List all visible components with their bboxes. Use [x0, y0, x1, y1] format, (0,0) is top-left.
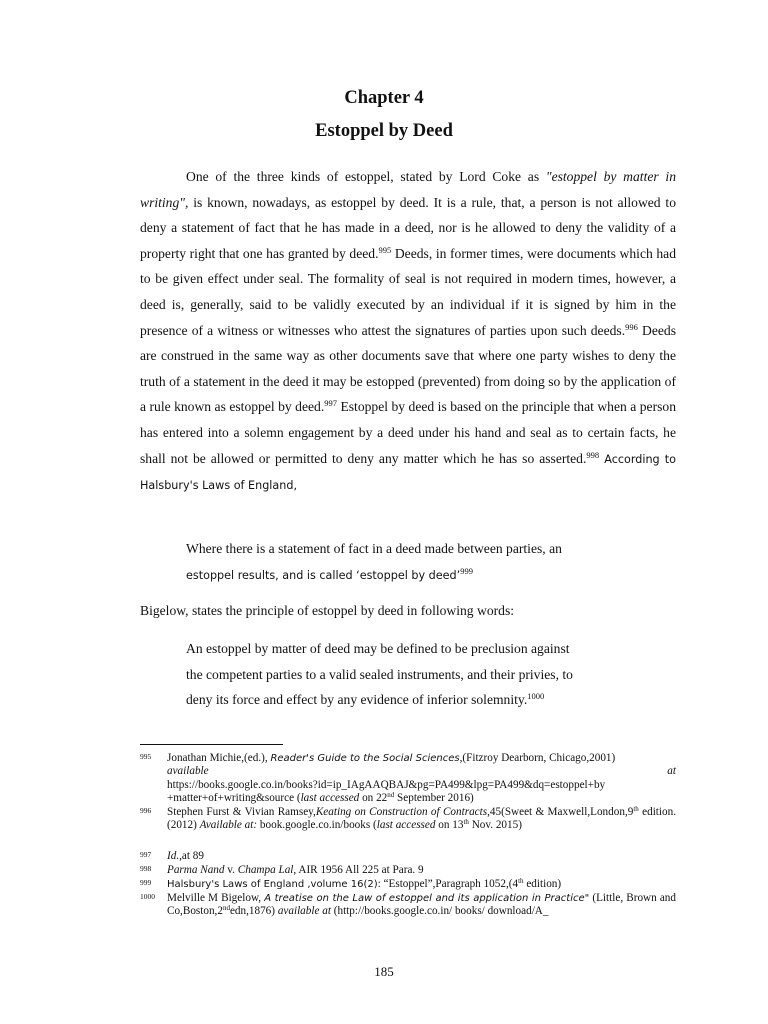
quote-line: the competent parties to a valid sealed instruments, and their privies, to	[186, 666, 573, 682]
footnote-sup: th	[518, 877, 524, 885]
footnote-ref[interactable]: 997	[324, 398, 337, 409]
footnote-text: on 22	[359, 792, 388, 805]
footnote-number: 995	[140, 752, 152, 761]
footnote-url[interactable]: https://books.google.co.in/books?id=ip_IAgAAQBAJ&pg=PA499&lpg=PA499&dq=estoppel+by +matter+of+writing&source (	[167, 778, 606, 805]
footnote-995	[140, 752, 676, 806]
footnote-text: Melville M Bigelow,	[167, 892, 265, 904]
chapter-number: Chapter 4	[344, 88, 424, 108]
footnote-number: 997	[140, 850, 152, 859]
quote-line: estoppel results, and is called ‘estoppel by deed’	[186, 568, 461, 582]
footnote-text: at 89	[181, 850, 204, 862]
footnote-number: 999	[140, 878, 152, 887]
quoted-phrase: "estoppel by matter in writing",	[140, 169, 676, 210]
main-paragraph	[140, 164, 676, 499]
footnote-text: Stephen Furst & Vivian Ramsey,	[167, 806, 316, 818]
footnote-1000	[140, 892, 676, 919]
page-number: 185	[374, 964, 394, 979]
footnote-text: edn,1876)	[229, 905, 278, 918]
footnote-ref[interactable]: 996	[625, 321, 638, 332]
footnote-text: on 13	[435, 819, 464, 832]
footnote-text: ,45(Sweet & Maxwell,London,9	[487, 806, 634, 818]
quote-line: An estoppel by matter of deed may be defined to be preclusion against	[186, 641, 570, 656]
footnote-997	[140, 850, 676, 863]
quote-line: Where there is a statement of fact in a deed made between parties, an	[186, 541, 562, 556]
block-quote-bigelow	[186, 636, 646, 713]
bigelow-intro: Bigelow, states the principle of estoppel by deed in following words:	[140, 603, 515, 618]
footnote-text: last accessed	[300, 792, 360, 805]
chapter-title: Estoppel by Deed	[315, 121, 453, 141]
footnote-996	[140, 806, 676, 833]
footnote-ref[interactable]: 995	[378, 244, 392, 255]
text-run: Deeds are construed in the same way as other documents save that where one party wishes to deny the truth of a statement in the deed it may be estopped (prevented) from doing so by the application of a rule known as estoppel by deed.	[140, 322, 677, 415]
footnote-title: Reader's Guide to the Social Sciences	[270, 753, 460, 764]
footnote-url[interactable]: (http://books.google.co.in/ books/ download/A_	[330, 905, 549, 918]
footnote-text: at	[667, 765, 676, 778]
footnote-title: Keating on Construction of Contracts	[315, 806, 488, 818]
footnote-ref[interactable]: 1000	[527, 691, 545, 702]
footnote-ref[interactable]: 998	[586, 449, 600, 460]
quote-line: deny its force and effect by any evidence of inferior solemnity.	[186, 692, 528, 708]
footnote-text: Available at:	[199, 819, 258, 832]
text-run: is known, nowadays, as estoppel by deed. It is a rule, that, a person is not allowed to deny a statement of fact that he has made in a deed, nor is he allowed to deny the validity of a property right that one has granted by deed.	[140, 194, 676, 261]
footnote-text: available at	[277, 905, 331, 918]
footnote-text: Jonathan Michie,(ed.),	[167, 752, 271, 764]
footnote-number: 996	[140, 806, 152, 815]
footnote-text: September 2016)	[394, 792, 474, 805]
footnote-998	[140, 864, 676, 877]
footnote-text: Id.,	[167, 850, 182, 862]
footnote-text: Champa Lal	[237, 864, 294, 876]
footnote-999	[140, 878, 676, 891]
text-run: According to Halsbury's Laws of England,	[140, 452, 676, 493]
text-run: Estoppel by deed is based on the principle that when a person has entered into a solemn engagement by a deed under his hand and seal as to certain facts, he shall not be allowed or permitted to deny any matter which he has so asserted.	[140, 399, 676, 466]
footnote-number: 998	[140, 864, 152, 873]
footnote-separator	[140, 744, 283, 745]
footnote-text: last accessed	[376, 819, 436, 832]
text-run: One of the three kinds of estoppel, stated by Lord Coke as	[186, 169, 546, 184]
footnote-ref[interactable]: 999	[460, 565, 473, 576]
footnote-title: Halsbury's Laws of England ,volume 16(2)	[167, 879, 378, 890]
footnote-text: , AIR 1956 All 225 at Para. 9	[293, 864, 424, 876]
footnote-text: v.	[224, 864, 238, 876]
footnote-text: edition.(2012)	[167, 806, 676, 832]
footnote-sup: th	[633, 805, 639, 813]
footnote-text: Parma Nand	[167, 864, 225, 876]
footnote-text: Nov. 2015)	[468, 819, 522, 832]
footnote-url[interactable]: book.google.co.in/books (	[257, 819, 377, 832]
footnote-text: : “Estoppel”,Paragraph 1052,(4	[377, 878, 519, 890]
footnote-sup: nd	[222, 904, 230, 913]
footnote-title: A treatise on the Law of estoppel and its application in Practice"	[264, 893, 590, 904]
footnote-text: edition)	[523, 878, 562, 890]
footnote-text: ,(Fitzroy Dearborn, Chicago,2001)	[459, 752, 616, 764]
footnote-text: (Little, Brown and Co,Boston,2	[167, 892, 676, 918]
footnote-sup: th	[463, 818, 469, 827]
text-run: Deeds, in former times, were documents which had to be given effect under seal. The formality of seal is not required in modern times, however, a deed is, generally, said to be validly executed by an individual if it is signed by him in the presence of a witness or witnesses who attest the signatures of parties upon such deeds.	[140, 245, 677, 338]
footnote-sup: nd	[387, 791, 395, 800]
footnote-number: 1000	[140, 892, 155, 901]
footnote-text: available	[167, 765, 209, 778]
block-quote-halsbury	[186, 536, 646, 588]
